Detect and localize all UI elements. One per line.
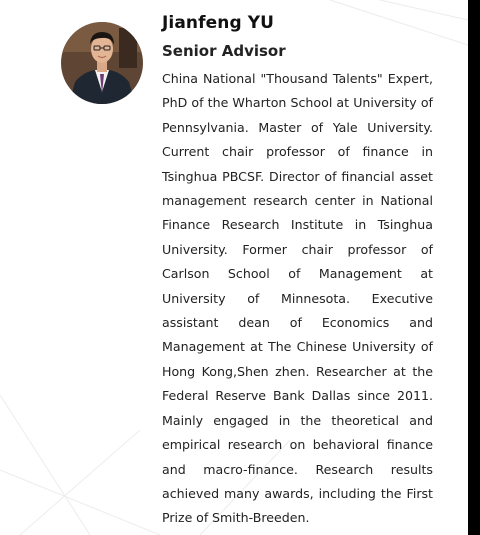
person-title: Senior Advisor (162, 42, 286, 60)
profile-photo (61, 22, 143, 104)
person-name: Jianfeng YU (162, 13, 275, 33)
person-bio: China National "Thousand Talents" Expert, PhD of the Wharton School at University of Pennsylvania. Master of Yale University. Current chair professor of finance in Tsinghua PBCSF. Director of financial asset management research center in National Finance Research Institute in Tsinghua University. Former chair professor of Carlson School of Management at University of Minnesota. Executive assistant dean of Economics and Management at The Chinese University of Hong Kong,Shen zhen. Researcher at the Federal Reserve Bank Dallas since 2011. Mainly engaged in the theoretical and empirical research on behavioral finance and macro-finance. Research results achieved many awards, including the First Prize of Smith-Breeden. (162, 71, 433, 526)
